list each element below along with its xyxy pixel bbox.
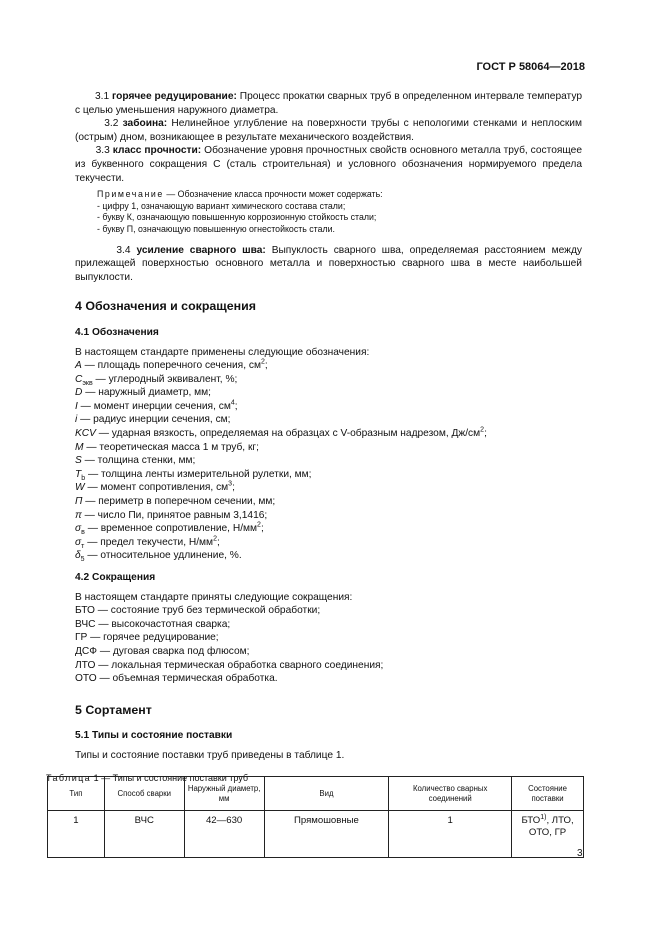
symbols-list <box>75 359 582 563</box>
term-number: 3.2 <box>104 118 119 130</box>
note-item: - цифру 1, означающую вариант химического состава стали; <box>97 200 346 211</box>
table-header-cell: Состояние поставки <box>512 777 584 811</box>
table-header-cell: Количество сварных соединений <box>389 777 512 811</box>
symbol-letter: i <box>75 414 78 426</box>
table-cell-state: БТО$^{1)}$, ЛТО, ОТО, ГР <box>512 811 584 858</box>
abbrev-item: ОТО — объемная термическая обработка. <box>75 673 278 685</box>
note-text: Обозначение класса прочности может содержать: <box>177 189 383 200</box>
subsection-4-2-title: 4.2 Сокращения <box>75 572 156 583</box>
term-definition: Нелинейное углубление на поверхности трубы с непологими стенками и неплоским (острым) дном, возникающее в результате механического воздействия. <box>75 118 582 143</box>
note-block <box>75 189 582 235</box>
table-header-cell: Способ сварки <box>104 777 184 811</box>
subsection-4-1-title: 4.1 Обозначения <box>75 326 159 338</box>
term-name: класс прочности: <box>112 145 202 157</box>
table-cell-method: ВЧС <box>104 811 184 858</box>
note-intro <box>75 189 582 201</box>
abbrevs-intro: В настоящем стандарте приняты следующие сокращения: <box>75 591 353 603</box>
term-name: забоина: <box>122 118 168 130</box>
supply-types-table <box>47 776 584 858</box>
symbol-item: π — число Пи, принятое равным 3,1416; <box>75 509 268 521</box>
symbol-item: $C_{экв}$ — углеродный эквивалент, %; <box>75 373 238 387</box>
symbol-letter: σ <box>75 523 82 535</box>
abbrev-item: ДСФ — дуговая сварка под флюсом; <box>75 645 250 657</box>
note-item: - букву П, означающую повышенную огнестойкость стали. <box>97 223 335 234</box>
term-number: 3.1 <box>95 91 110 102</box>
term-3-3 <box>75 144 582 185</box>
symbol-item: I — момент инерции сечения, $см^4$; <box>75 399 238 412</box>
symbol-item: W — момент сопротивления, $см^3$; <box>75 481 235 494</box>
table-cell-count: 1 <box>389 811 512 858</box>
standard-header: ГОСТ Р 58064—2018 <box>476 61 585 73</box>
table-header-row <box>48 777 584 811</box>
symbol-item: i — радиус инерции сечения, см; <box>75 414 231 426</box>
symbol-letter: I <box>75 400 78 412</box>
symbol-letter: KCV <box>75 428 96 440</box>
symbol-item: $\delta_5$ — относительное удлинение, %. <box>75 550 242 564</box>
symbol-item: $\sigma_в$ — временное сопротивление, $Н/мм^2$; <box>75 521 264 537</box>
term-name: горячее редуцирование: <box>112 91 237 102</box>
symbol-item: A — площадь поперечного сечения, $см^2$; <box>75 358 268 372</box>
abbreviations-list <box>75 604 582 686</box>
symbol-letter: δ <box>75 550 81 562</box>
term-3-1 <box>75 90 582 117</box>
table-cell-type: 1 <box>48 811 105 858</box>
symbol-item: П — периметр в поперечном сечении, мм; <box>75 496 276 508</box>
subsection-5-1-title: 5.1 Типы и состояние поставки <box>75 730 233 742</box>
term-3-4 <box>75 244 582 285</box>
abbrev-item: БТО — состояние труб без термической обработки; <box>75 605 321 617</box>
note-label: Примечание <box>97 189 164 200</box>
symbol-letter: П <box>75 496 83 508</box>
page-number: 3 <box>577 848 583 859</box>
table-intro: Типы и состояние поставки труб приведены в таблице 1. <box>75 749 345 761</box>
symbols-intro: В настоящем стандарте применены следующие обозначения: <box>75 346 370 358</box>
symbol-letter: C <box>75 373 83 385</box>
symbol-item: KCV — ударная вязкость, определяемая на образцах с V-образным надрезом, $Дж/см^2$; <box>75 426 487 440</box>
abbrev-item: ГР — горячее редуцирование; <box>75 632 219 644</box>
symbol-letter: D <box>75 387 83 399</box>
abbrev-item: ВЧС — высокочастотная сварка; <box>75 618 231 630</box>
symbol-item: M — теоретическая масса 1 м труб, кг; <box>75 441 259 453</box>
term-definition: Процесс прокатки сварных труб в определенном интервале температур с целью уменьшения наружного диаметра. <box>75 91 582 116</box>
term-number: 3.4 <box>116 244 131 256</box>
symbol-letter: W <box>75 482 85 494</box>
note-dash: — <box>163 189 178 200</box>
term-3-2 <box>75 117 582 144</box>
symbol-letter: σ <box>75 536 82 548</box>
symbol-item: S — толщина стенки, мм; <box>75 455 196 467</box>
table-cell-diameter: 42—630 <box>184 811 264 858</box>
symbol-letter: A <box>75 360 82 372</box>
term-name: усиление сварного шва: <box>136 244 266 256</box>
symbol-letter: S <box>75 455 82 467</box>
table-header-cell: Наружный диаметр, мм <box>184 777 264 811</box>
table-header-cell: Тип <box>48 777 105 811</box>
table-row <box>48 811 584 858</box>
term-definition: Выпуклость сварного шва, определяемая расстоянием между прилежащей поверхностью основного металла и поверхностью сварного шва в месте наибольшей выпуклости. <box>75 244 582 283</box>
symbol-item: D — наружный диаметр, мм; <box>75 387 212 399</box>
table-caption-label: Таблица <box>46 772 92 783</box>
section-5-title: 5 Сортамент <box>75 702 152 717</box>
symbol-letter: T <box>75 468 82 480</box>
page-content <box>46 90 582 796</box>
symbol-item: $T_b$ — толщина ленты измерительной рулетки, мм; <box>75 468 312 482</box>
symbol-item: $\sigma_т$ — предел текучести, $Н/мм^2$; <box>75 535 220 550</box>
term-definition: Обозначение уровня прочностных свойств основного металла труб, состоящее из буквенного сокращения С (сталь строительная) и условного обозначения нормируемого предела текучести. <box>75 145 582 184</box>
table-cell-kind: Прямошовные <box>264 811 389 858</box>
term-number: 3.3 <box>95 145 110 157</box>
abbrev-item: ЛТО — локальная термическая обработка сварного соединения; <box>75 659 384 671</box>
table-header-cell: Вид <box>264 777 389 811</box>
section-4-title: 4 Обозначения и сокращения <box>75 299 256 314</box>
table-caption-text: 1 — Типы и состояние поставки труб <box>91 772 249 783</box>
symbol-letter: π <box>75 509 82 521</box>
symbol-letter: M <box>75 441 84 453</box>
note-item: - букву К, означающую повышенную коррозионную стойкость стали; <box>97 212 377 223</box>
